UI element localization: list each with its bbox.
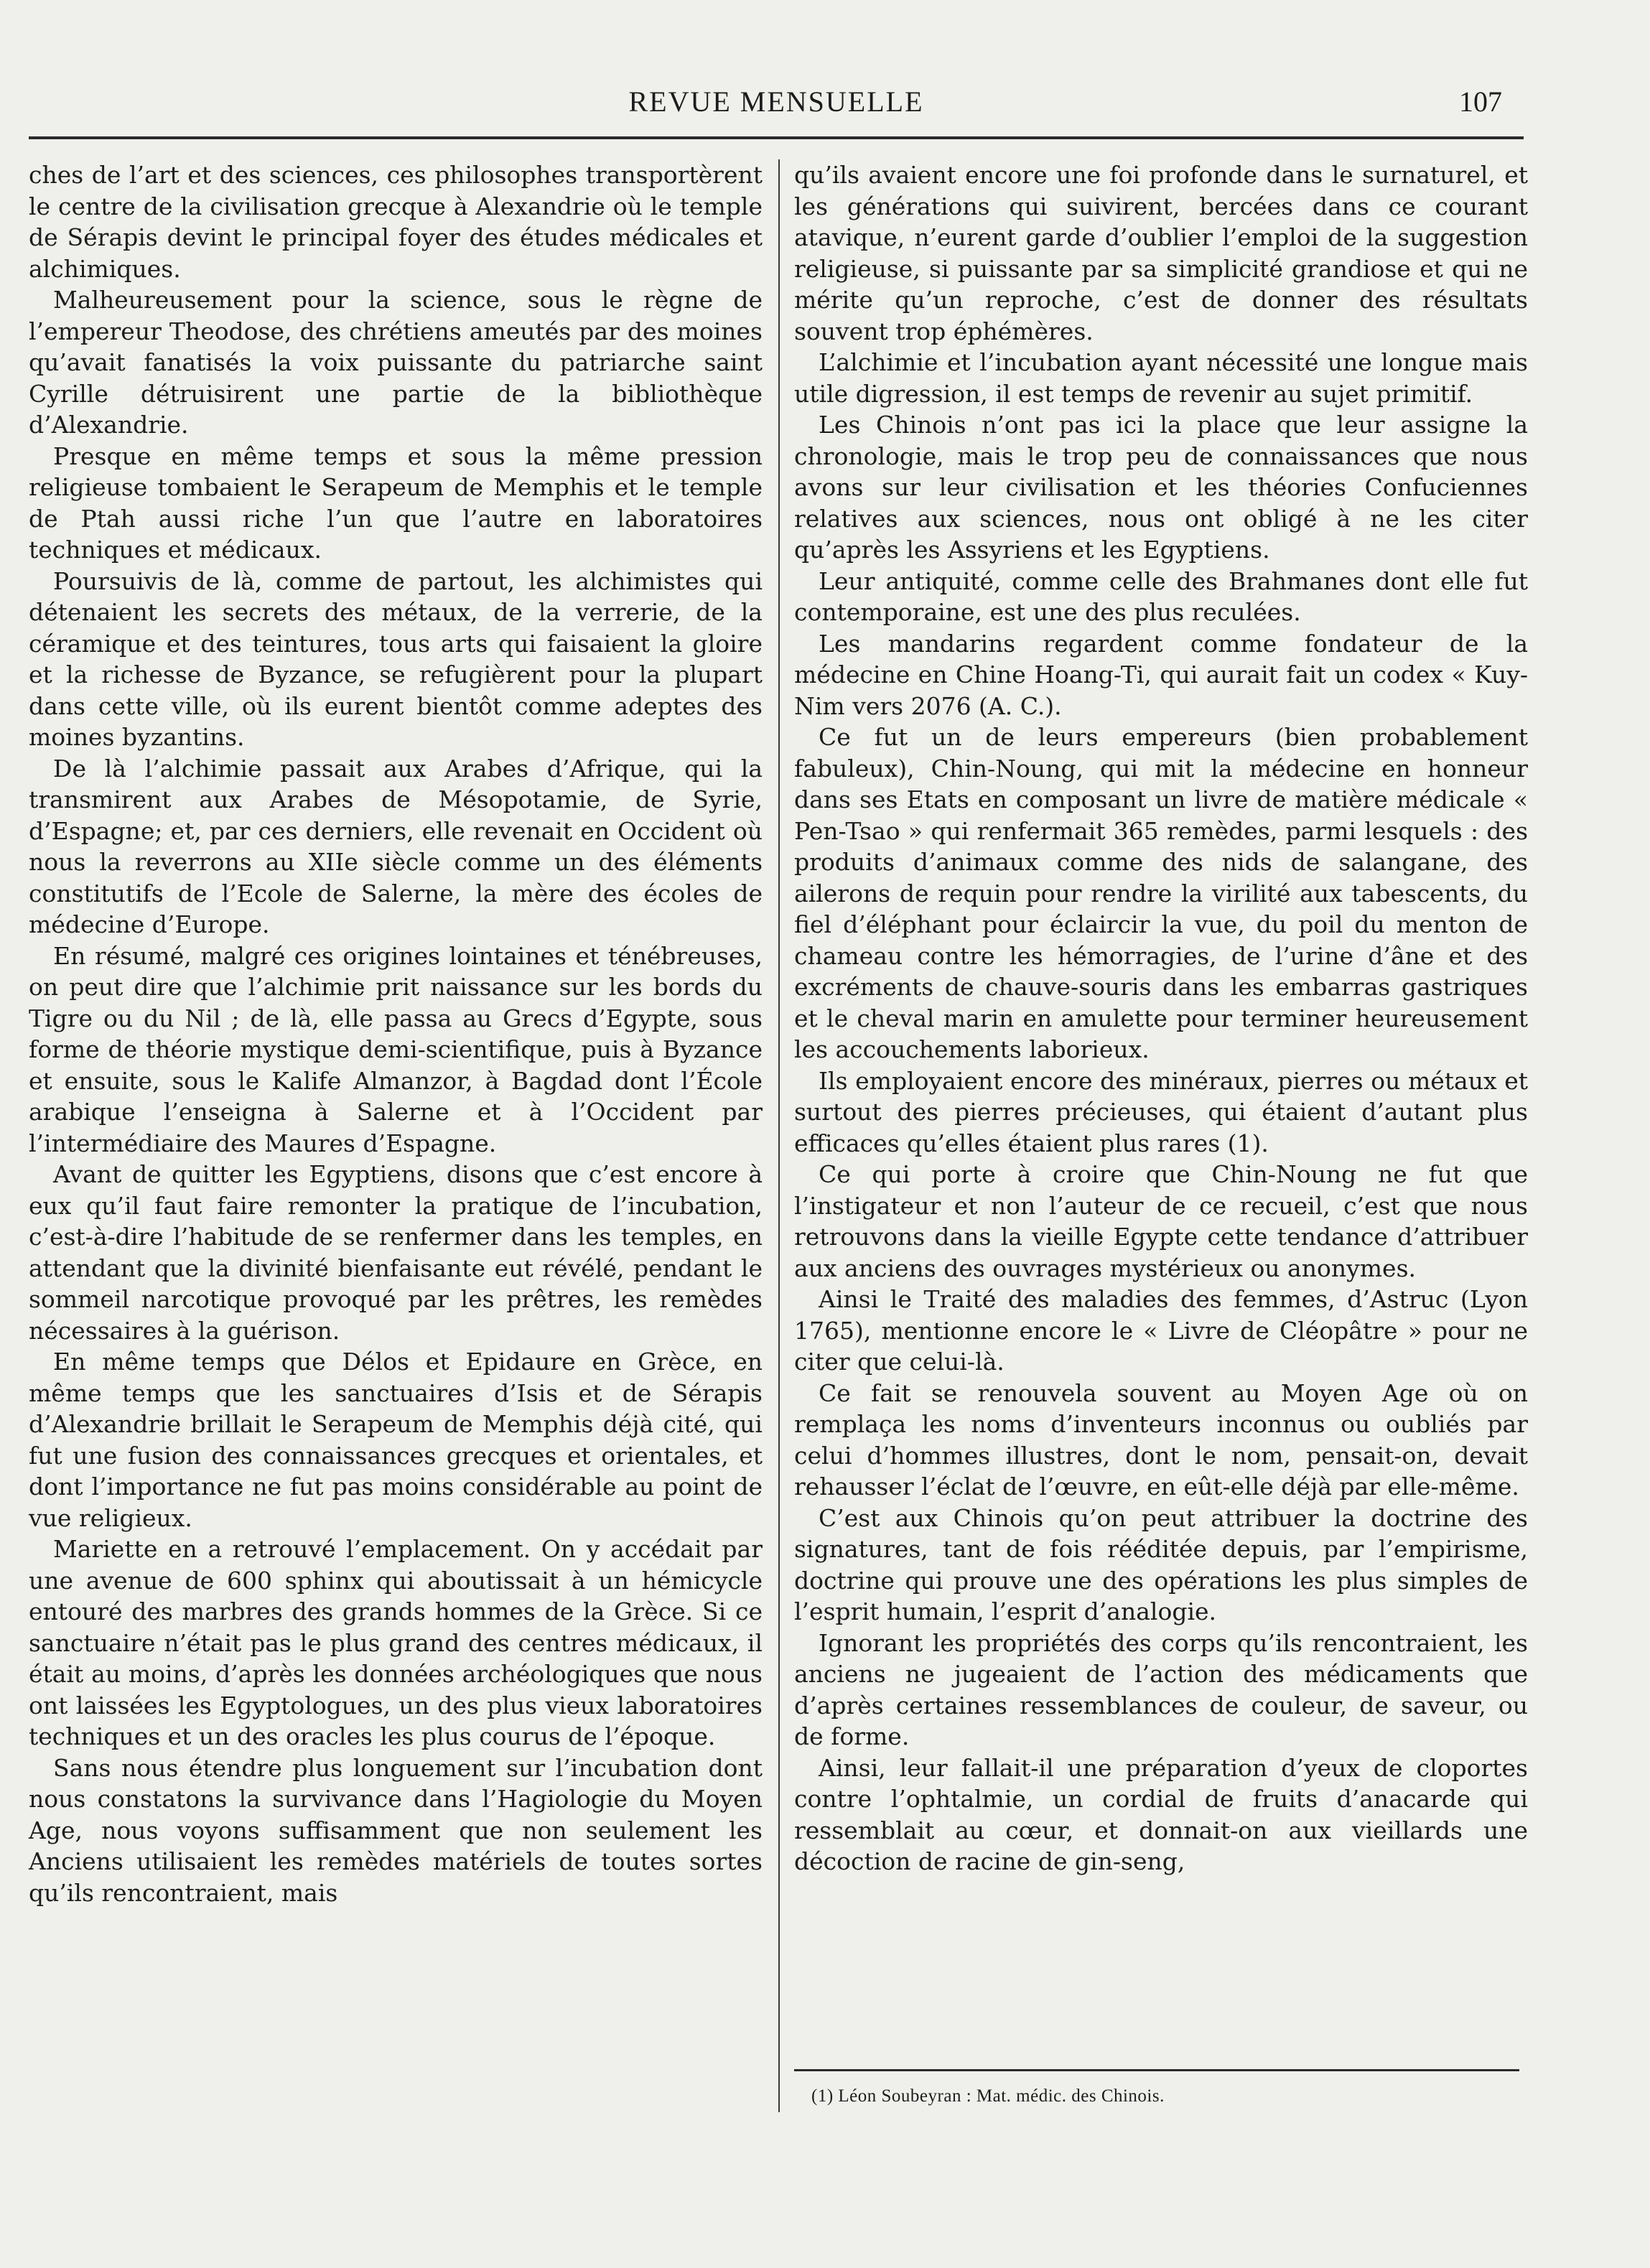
paragraph: Presque en même temps et sous la même pression religieuse tombaient le Serapeum de Memphis et le temple de Ptah aussi riche l’un que l’autre en laboratoires techniques et médicaux. <box>29 442 763 564</box>
paragraph: Ainsi le Traité des maladies des femmes, d’Astruc (Lyon 1765), mentionne encore le « Livre de Cléopâtre » pour ne citer que celui-là. <box>794 1285 1528 1376</box>
paragraph: Ils employaient encore des minéraux, pierres ou métaux et surtout des pierres précieuses, qui étaient d’autant plus efficaces qu’elles étaient plus rares (1). <box>794 1066 1528 1157</box>
paragraph: Poursuivis de là, comme de partout, les alchimistes qui détenaient les secrets des métaux, de la verrerie, de la céramique et des teintures, tous arts qui faisaient la gloire et la richesse de Byzance, se refugièrent pour la plupart dans cette ville, où ils eurent bientôt comme adeptes des moines byzantins. <box>29 566 763 751</box>
paragraph: Ce fait se renouvela souvent au Moyen Age où on remplaça les noms d’inventeurs inconnus ou oubliés par celui d’hommes illustres, dont le nom, pensait-on, devait rehausser l’éclat de l’œuvre, en eût-elle déjà par elle-même. <box>794 1378 1528 1501</box>
paragraph: L’alchimie et l’incubation ayant nécessité une longue mais utile digression, il est temps de revenir au sujet primitif. <box>794 348 1528 408</box>
journal-title: REVUE MENSUELLE <box>628 85 924 118</box>
footnote: (1) Léon Soubeyran : Mat. médic. des Chinois. <box>811 2086 1165 2106</box>
right-column <box>794 159 1528 1877</box>
paragraph: Les mandarins regardent comme fondateur de la médecine en Chine Hoang-Ti, qui aurait fait un codex « Kuy-Nim vers 2076 (A. C.). <box>794 629 1528 720</box>
paragraph: Les Chinois n’ont pas ici la place que leur assigne la chronologie, mais le trop peu de connaissances que nous avons sur leur civilisation et les théories Confuciennes relatives aux sciences, nous ont obligé à ne les citer qu’après les Assyriens et les Egyptiens. <box>794 411 1528 564</box>
paragraph: De là l’alchimie passait aux Arabes d’Afrique, qui la transmirent aux Arabes de Mésopotamie, de Syrie, d’Espagne; et, par ces derniers, elle revenait en Occident où nous la reverrons au XIIe siècle comme un des éléments constitutifs de l’Ecole de Salerne, la mère des écoles de médecine d’Europe. <box>29 754 763 938</box>
paragraph: Mariette en a retrouvé l’emplacement. On y accédait par une avenue de 600 sphinx qui aboutissait à un hémicycle entouré des marbres des grands hommes de la Grèce. Si ce sanctuaire n’était pas le plus grand des centres médicaux, il était au moins, d’après les données archéologiques que nous ont laissées les Egyptologues, un des plus vieux laboratoires techniques et un des oracles les plus courus de l’époque. <box>29 1535 763 1750</box>
left-column <box>29 159 763 1908</box>
paragraph: En résumé, malgré ces origines lointaines et ténébreuses, on peut dire que l’alchimie prit naissance sur les bords du Tigre ou du Nil ; de là, elle passa au Grecs d’Egypte, sous forme de théorie mystique demi-scientifique, puis à Byzance et ensuite, sous le Kalife Almanzor, à Bagdad dont l’École arabique l’enseigna à Salerne et à l’Occident par l’intermédiaire des Maures d’Espagne. <box>29 941 763 1157</box>
footnote-rule <box>794 2069 1519 2071</box>
paragraph: qu’ils avaient encore une foi profonde dans le surnaturel, et les générations qui suivirent, bercées dans ce courant atavique, n’eurent garde d’oublier l’emploi de la suggestion religieuse, si puissante par sa simplicité grandiose et qui ne mérite qu’un reproche, c’est de donner des résultats souvent trop éphémères. <box>794 161 1528 345</box>
paragraph: Ce qui porte à croire que Chin-Noung ne fut que l’instigateur et non l’auteur de ce recueil, c’est que nous retrouvons dans la vieille Egypte cette tendance d’attribuer aux anciens des ouvrages mystérieux ou anonymes. <box>794 1160 1528 1282</box>
page-header <box>29 85 1524 139</box>
column-divider <box>778 159 780 2112</box>
paragraph: Ignorant les propriétés des corps qu’ils rencontraient, les anciens ne jugeaient de l’action des médicaments que d’après certaines ressemblances de couleur, de saveur, ou de forme. <box>794 1628 1528 1750</box>
paragraph: Malheureusement pour la science, sous le règne de l’empereur Theodose, des chrétiens ameutés par des moines qu’avait fanatisés la voix puissante du patriarche saint Cyrille détruisirent une partie de la bibliothèque d’Alexandrie. <box>29 286 763 439</box>
paragraph: C’est aux Chinois qu’on peut attribuer la doctrine des signatures, tant de fois rééditée depuis, par l’empirisme, doctrine qui prouve une des opérations les plus simples de l’esprit humain, l’esprit d’analogie. <box>794 1503 1528 1625</box>
page-number: 107 <box>1459 85 1502 118</box>
paragraph: En même temps que Délos et Epidaure en Grèce, en même temps que les sanctuaires d’Isis et de Sérapis d’Alexandrie brillait le Serapeum de Memphis déjà cité, qui fut une fusion des connaissances grecques et orientales, et dont l’importance ne fut pas moins considérable au point de vue religieux. <box>29 1348 763 1532</box>
paragraph: Sans nous étendre plus longuement sur l’incubation dont nous constatons la survivance dans l’Hagiologie du Moyen Age, nous voyons suffisamment que non seulement les Anciens utilisaient les remèdes matériels de toutes sortes qu’ils rencontraient, mais <box>29 1753 763 1907</box>
paragraph: ches de l’art et des sciences, ces philosophes transportèrent le centre de la civilisation grecque à Alexandrie où le temple de Sérapis devint le principal foyer des études médicales et alchimiques. <box>29 161 763 283</box>
paragraph: Ainsi, leur fallait-il une préparation d’yeux de cloportes contre l’ophtalmie, un cordial de fruits d’anacarde qui ressemblait au cœur, et donnait-on aux vieillards une décoction de racine de gin-seng, <box>794 1753 1528 1875</box>
paragraph: Avant de quitter les Egyptiens, disons que c’est encore à eux qu’il faut faire remonter la pratique de l’incubation, c’est-à-dire l’habitude de se renfermer dans les temples, en attendant que la divinité bienfaisante eut révélé, pendant le sommeil narcotique provoqué par les prêtres, les remèdes nécessaires à la guérison. <box>29 1160 763 1345</box>
paragraph: Ce fut un de leurs empereurs (bien probablement fabuleux), Chin-Noung, qui mit la médecine en honneur dans ses Etats en composant un livre de matière médicale « Pen-Tsao » qui renfermait 365 remèdes, parmi lesquels : des produits d’animaux comme des nids de salangane, des ailerons de requin pour rendre la virilité aux tabescents, du fiel d’éléphant pour éclaircir la vue, du poil du menton de chameau contre les hémorragies, de l’urine d’âne et des excréments de chauve-souris dans les embarras gastriques et le cheval marin en amulette pour terminer heureusement les accouchements laborieux. <box>794 723 1528 1063</box>
paragraph: Leur antiquité, comme celle des Brahmanes dont elle fut contemporaine, est une des plus reculées. <box>794 566 1528 626</box>
